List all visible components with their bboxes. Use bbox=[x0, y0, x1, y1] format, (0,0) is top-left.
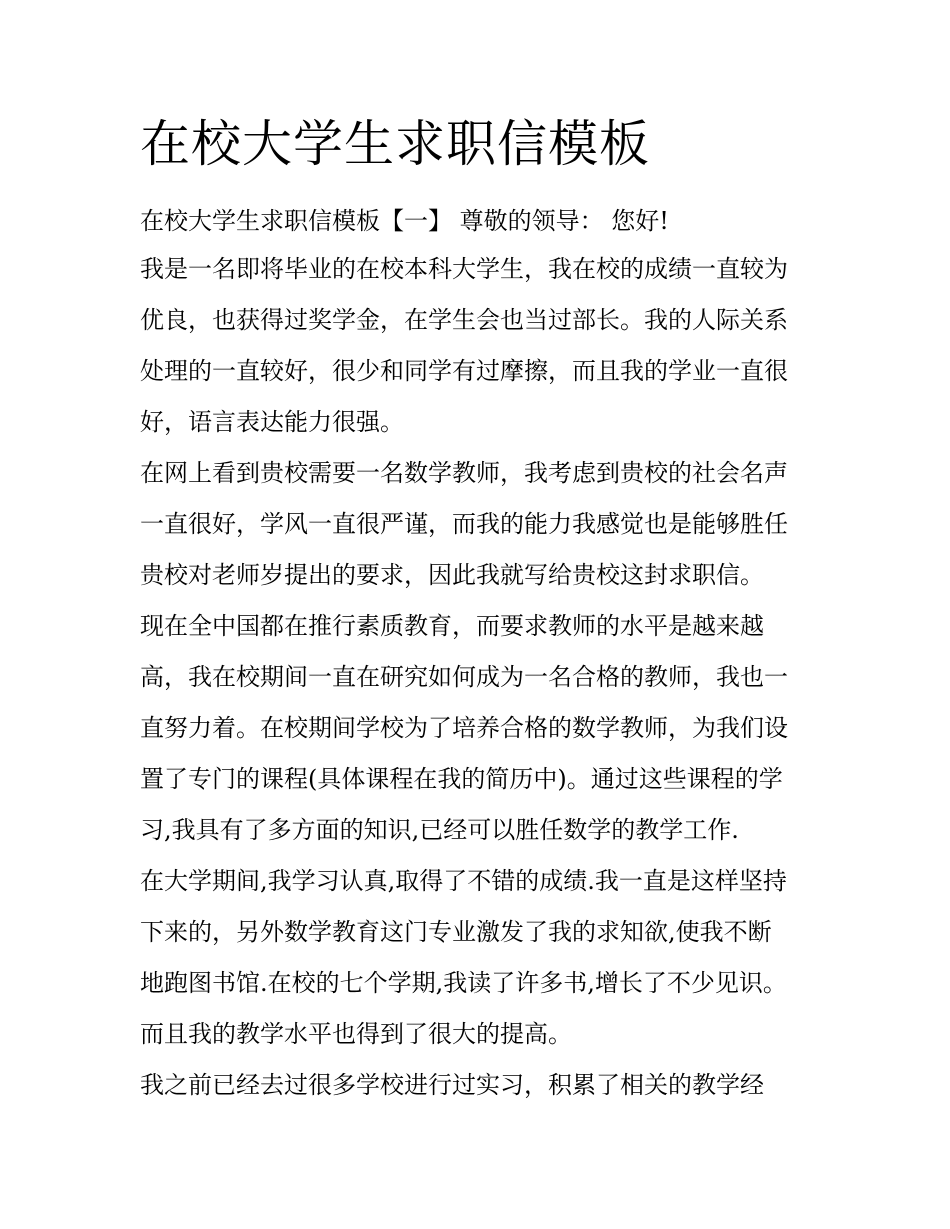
paragraph-5 bbox=[140, 1060, 815, 1111]
text-line: 习,我具有了多方面的知识,已经可以胜任数学的教学工作. bbox=[140, 816, 739, 844]
text-line: 而且我的教学水平也得到了很大的提高。 bbox=[140, 1020, 572, 1048]
text-line: 我是一名即将毕业的在校本科大学生，我在校的成绩一直较为 bbox=[140, 255, 788, 283]
text-line: 好，语言表达能力很强。 bbox=[140, 408, 404, 436]
text-line: 高，我在校期间一直在研究如何成为一名合格的教师，我也一 bbox=[140, 663, 788, 691]
letter-intro: 在校大学生求职信模板【一】 尊敬的领导： 您好! bbox=[140, 207, 669, 235]
document-title: 在校大学生求职信模板 bbox=[140, 115, 650, 173]
text-line: 地跑图书馆.在校的七个学期,我读了许多书,增长了不少见识。 bbox=[140, 969, 787, 997]
text-line: 贵校对老师岁提出的要求，因此我就写给贵校这封求职信。 bbox=[140, 561, 764, 589]
text-line: 我之前已经去过很多学校进行过实习，积累了相关的教学经 bbox=[140, 1071, 764, 1099]
text-line: 直努力着。在校期间学校为了培养合格的数学教师，为我们设 bbox=[140, 714, 788, 742]
text-line: 在网上看到贵校需要一名数学教师，我考虑到贵校的社会名声 bbox=[140, 459, 788, 487]
paragraph-4 bbox=[140, 856, 815, 1060]
text-line: 下来的，另外数学教育这门专业激发了我的求知欲,使我不断 bbox=[140, 918, 772, 946]
text-line: 优良，也获得过奖学金，在学生会也当过部长。我的人际关系 bbox=[140, 306, 788, 334]
paragraph-2 bbox=[140, 448, 815, 601]
paragraph-1 bbox=[140, 244, 815, 448]
document-page bbox=[140, 112, 815, 1111]
text-line: 在大学期间,我学习认真,取得了不错的成绩.我一直是这样坚持 bbox=[140, 867, 787, 895]
text-line: 现在全中国都在推行素质教育，而要求教师的水平是越来越 bbox=[140, 612, 764, 640]
paragraph-3 bbox=[140, 601, 815, 856]
text-line: 置了专门的课程(具体课程在我的简历中)。通过这些课程的学 bbox=[140, 765, 783, 793]
text-line: 一直很好，学风一直很严谨，而我的能力我感觉也是能够胜任 bbox=[140, 510, 788, 538]
letter-body bbox=[140, 244, 815, 1111]
text-line: 处理的一直较好，很少和同学有过摩擦，而且我的学业一直很 bbox=[140, 357, 788, 385]
